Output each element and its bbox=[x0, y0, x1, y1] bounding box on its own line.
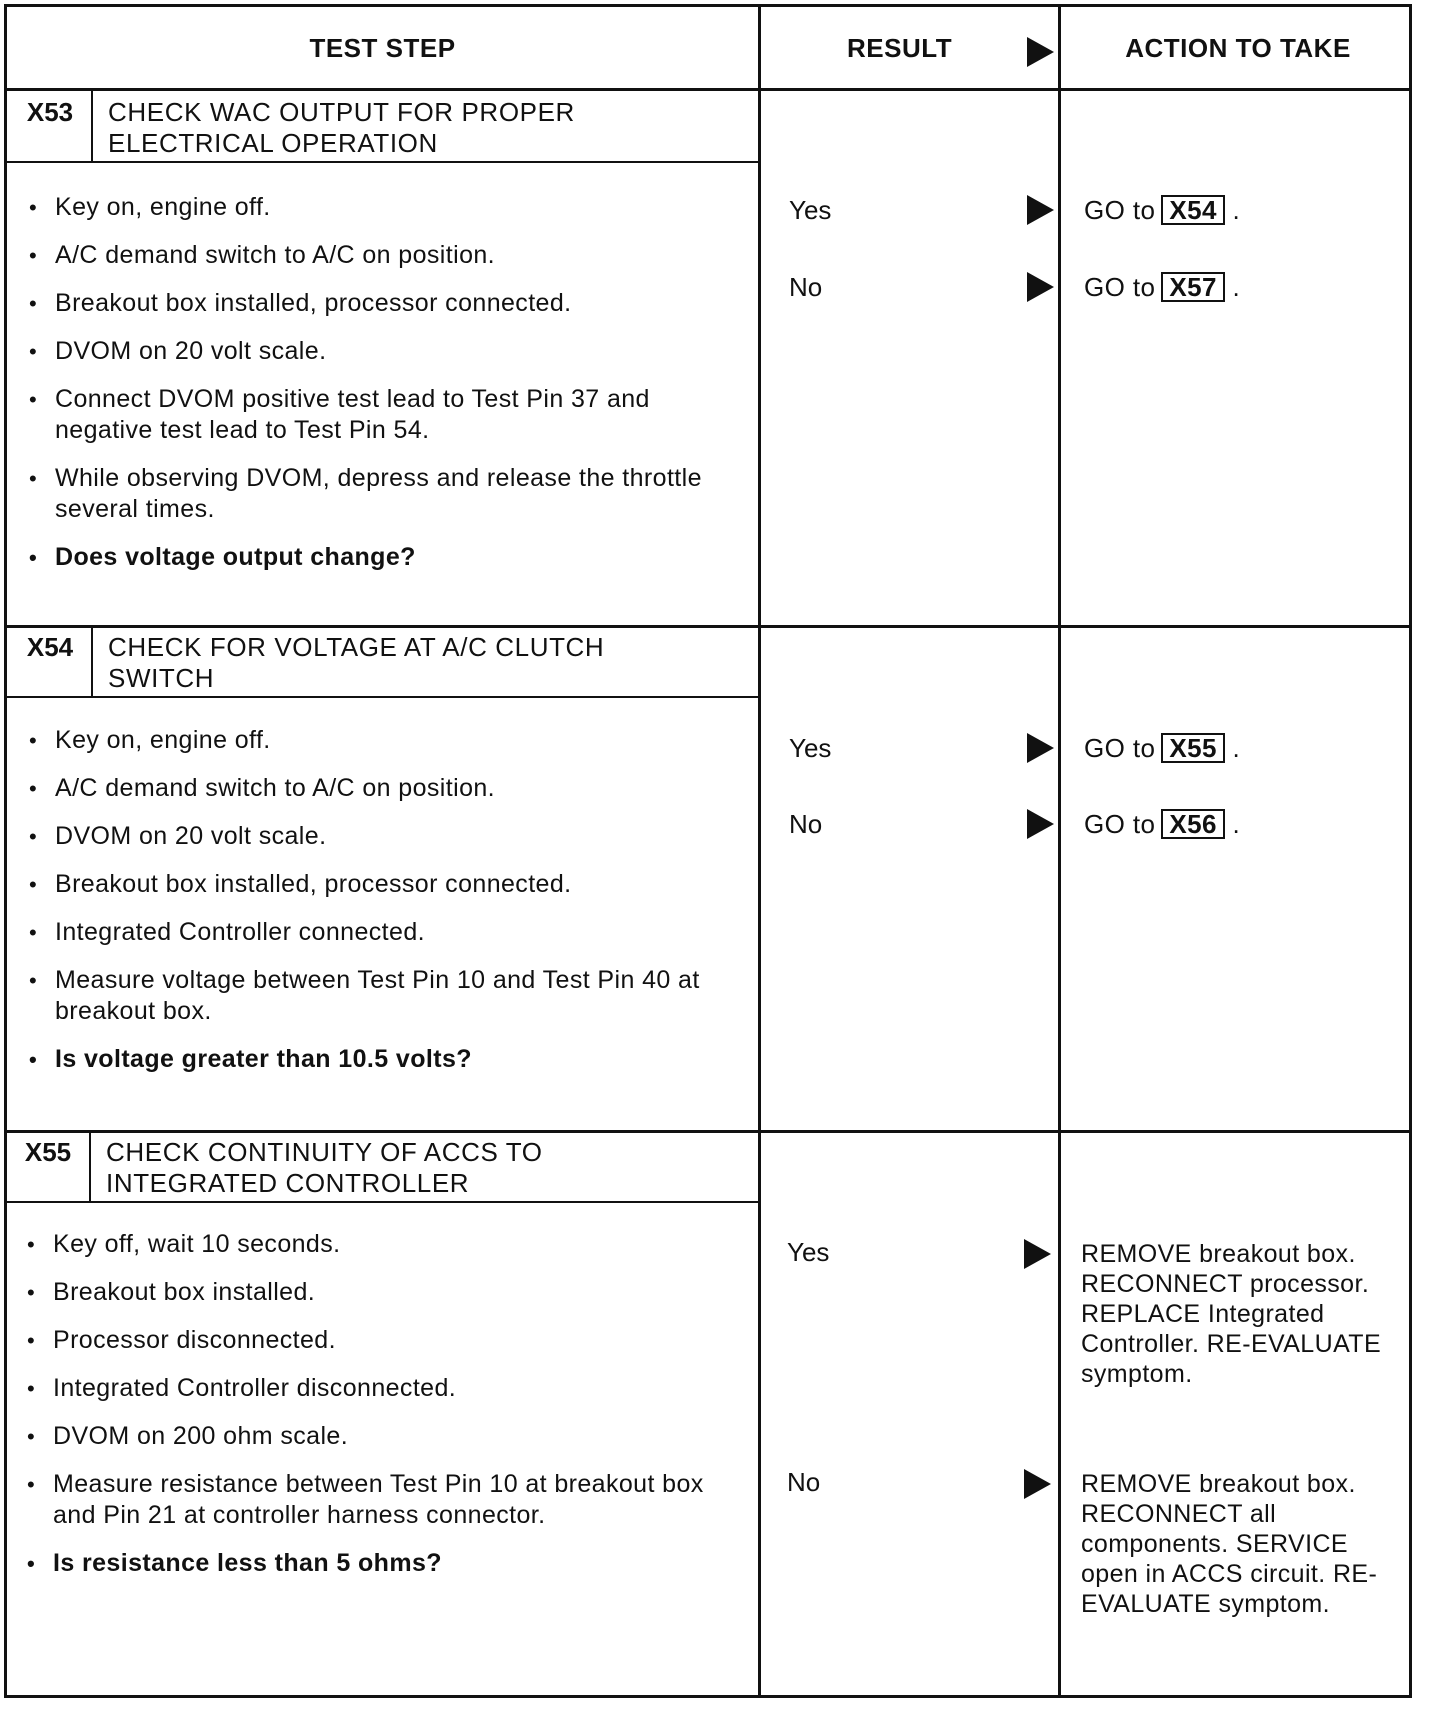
action-instructions: REMOVE breakout box. RECONNECT all components. SERVICE open in ACCS circuit. RE-EVALUATE symptom. bbox=[1081, 1470, 1378, 1618]
list-item: • Breakout box installed, processor connected. bbox=[27, 869, 727, 900]
diagnostic-table bbox=[4, 4, 1412, 1698]
code-divider bbox=[91, 91, 93, 161]
action-text: GO to bbox=[1084, 809, 1156, 839]
row-divider bbox=[7, 625, 1409, 628]
result-yes: Yes bbox=[789, 733, 832, 763]
step-code: X55 bbox=[24, 1137, 72, 1167]
list-item: • Key off, wait 10 seconds. bbox=[25, 1229, 725, 1260]
column-divider bbox=[758, 7, 761, 1695]
step-code: X53 bbox=[26, 97, 74, 127]
step-title-line: CHECK CONTINUITY OF ACCS TO bbox=[106, 1137, 543, 1167]
step-title-line: CHECK FOR VOLTAGE AT A/C CLUTCH bbox=[108, 632, 605, 662]
action-suffix: . bbox=[1232, 809, 1241, 839]
list-item: • Breakout box installed, processor connected. bbox=[27, 288, 727, 319]
list-item: • Connect DVOM positive test lead to Test Pin 37 and negative test lead to Test Pin 54. bbox=[27, 384, 727, 446]
step-reference: X54 bbox=[1161, 195, 1224, 225]
title-divider bbox=[7, 1201, 758, 1203]
step-reference: X55 bbox=[1161, 733, 1224, 763]
action-goto bbox=[1084, 733, 1240, 764]
arrow-icon bbox=[1024, 1239, 1051, 1269]
action-suffix: . bbox=[1232, 195, 1241, 225]
list-item: • Breakout box installed. bbox=[25, 1277, 725, 1308]
list-item: • Integrated Controller connected. bbox=[27, 917, 727, 948]
list-item: • DVOM on 200 ohm scale. bbox=[25, 1421, 725, 1452]
list-item: • DVOM on 20 volt scale. bbox=[27, 336, 727, 367]
result-no: No bbox=[787, 1467, 821, 1497]
step-reference: X57 bbox=[1161, 272, 1224, 302]
list-item: • Measure resistance between Test Pin 10 at breakout box and Pin 21 at controller harness connector. bbox=[25, 1469, 725, 1531]
title-divider bbox=[7, 696, 758, 698]
title-divider bbox=[7, 161, 758, 163]
action-suffix: . bbox=[1232, 733, 1241, 763]
step-title-line: INTEGRATED CONTROLLER bbox=[106, 1168, 470, 1198]
code-divider bbox=[91, 628, 93, 698]
step-title-line: ELECTRICAL OPERATION bbox=[108, 128, 438, 158]
step-code: X54 bbox=[26, 632, 74, 662]
question: • Does voltage output change? bbox=[27, 542, 727, 573]
arrow-icon bbox=[1027, 733, 1054, 763]
result-no: No bbox=[789, 809, 823, 839]
action-text: GO to bbox=[1084, 733, 1156, 763]
column-divider bbox=[1058, 7, 1061, 1695]
list-item: • Key on, engine off. bbox=[27, 725, 727, 756]
step-title-line: SWITCH bbox=[108, 663, 215, 693]
question: • Is voltage greater than 10.5 volts? bbox=[27, 1044, 727, 1075]
list-item: • Integrated Controller disconnected. bbox=[25, 1373, 725, 1404]
list-item: • DVOM on 20 volt scale. bbox=[27, 821, 727, 852]
list-item: • A/C demand switch to A/C on position. bbox=[27, 773, 727, 804]
step-title bbox=[108, 97, 575, 159]
header-divider bbox=[7, 88, 1409, 91]
result-yes: Yes bbox=[787, 1237, 830, 1267]
step-title bbox=[106, 1137, 543, 1199]
arrow-icon bbox=[1027, 195, 1054, 225]
list-item: • Processor disconnected. bbox=[25, 1325, 725, 1356]
action-goto bbox=[1084, 809, 1240, 840]
arrow-icon bbox=[1024, 1469, 1051, 1499]
list-item: • While observing DVOM, depress and release the throttle several times. bbox=[27, 463, 727, 525]
list-item: • Key on, engine off. bbox=[27, 192, 727, 223]
list-item: • Measure voltage between Test Pin 10 and Test Pin 40 at breakout box. bbox=[27, 965, 727, 1027]
row-divider bbox=[7, 1130, 1409, 1133]
header-test-step: TEST STEP bbox=[309, 33, 456, 63]
action-goto bbox=[1084, 272, 1240, 303]
action-goto bbox=[1084, 195, 1240, 226]
list-item: • A/C demand switch to A/C on position. bbox=[27, 240, 727, 271]
arrow-icon bbox=[1027, 272, 1054, 302]
step-list bbox=[27, 725, 727, 1092]
step-title-line: CHECK WAC OUTPUT FOR PROPER bbox=[108, 97, 575, 127]
step-list bbox=[27, 192, 727, 590]
header-action: ACTION TO TAKE bbox=[1125, 33, 1351, 63]
question: • Is resistance less than 5 ohms? bbox=[25, 1548, 725, 1579]
result-yes: Yes bbox=[789, 195, 832, 225]
arrow-icon bbox=[1027, 809, 1054, 839]
step-reference: X56 bbox=[1161, 809, 1224, 839]
arrow-icon bbox=[1027, 37, 1054, 67]
header-result: RESULT bbox=[847, 33, 953, 63]
action-text: GO to bbox=[1084, 272, 1156, 302]
action-suffix: . bbox=[1232, 272, 1241, 302]
code-divider bbox=[89, 1133, 91, 1203]
action-instructions: REMOVE breakout box. RECONNECT processor. REPLACE Integrated Controller. RE-EVALUATE symptom. bbox=[1081, 1240, 1382, 1388]
action-text: GO to bbox=[1084, 195, 1156, 225]
step-title bbox=[108, 632, 604, 694]
step-list bbox=[25, 1229, 725, 1596]
result-no: No bbox=[789, 272, 823, 302]
